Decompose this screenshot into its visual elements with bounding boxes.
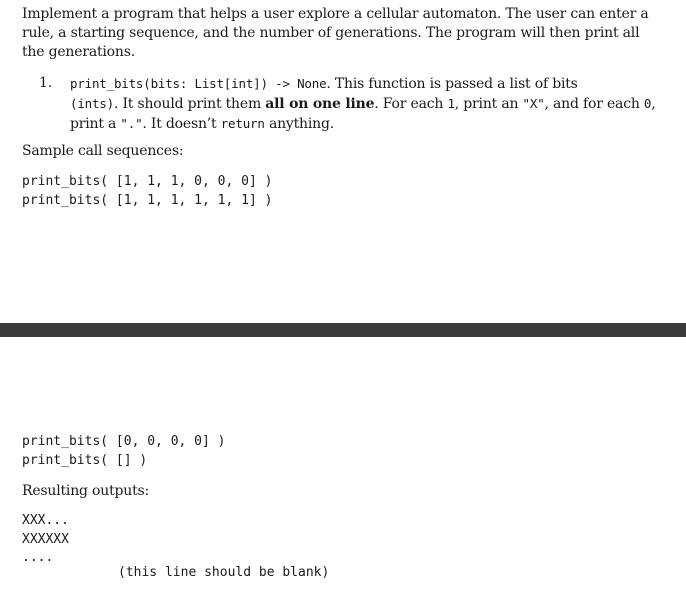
list-line <box>70 74 660 94</box>
output-block <box>22 512 69 568</box>
code-line: print_bits( [] ) <box>22 452 148 468</box>
output-line: XXX... <box>22 513 69 528</box>
list-text: . This function is passed a list of bits <box>326 76 578 92</box>
function-signature: print_bits(bits: List[int]) -> None <box>70 76 327 91</box>
inline-code: (ints) <box>70 96 114 111</box>
inline-code: "X" <box>522 96 545 111</box>
emphasis-text: all on one line <box>265 96 375 112</box>
list-text: . It doesn’t <box>142 116 221 132</box>
results-heading: Resulting outputs: <box>22 483 150 499</box>
list-number: 1. <box>39 75 52 91</box>
intro-line: the generations. <box>22 44 135 60</box>
intro-paragraph <box>22 5 662 62</box>
code-block <box>22 173 272 210</box>
code-line: print_bits( [1, 1, 1, 0, 0, 0] ) <box>22 174 273 189</box>
code-line: print_bits( [1, 1, 1, 1, 1, 1] ) <box>22 192 273 208</box>
inline-code: "." <box>120 116 143 131</box>
list-text: . It should print them <box>113 96 266 112</box>
inline-code: return <box>220 116 265 131</box>
output-line: XXXXXX <box>22 531 69 547</box>
list-line <box>70 114 660 134</box>
inline-code: 1 <box>447 96 455 111</box>
list-text: . For each <box>374 96 448 112</box>
list-line <box>70 94 660 114</box>
list-text: , print an <box>454 96 523 112</box>
sample-heading: Sample call sequences: <box>22 143 184 159</box>
code-block <box>22 433 226 470</box>
intro-line: rule, a starting sequence, and the number of generations. The program will then print all <box>22 25 640 41</box>
intro-line: Implement a program that helps a user explore a cellular automaton. The user can enter a <box>22 6 649 22</box>
code-line: print_bits( [0, 0, 0, 0] ) <box>22 434 226 449</box>
list-item-body <box>70 74 660 134</box>
list-text: , <box>651 96 656 112</box>
list-text: anything. <box>264 116 334 132</box>
list-text: print a <box>70 116 121 132</box>
page-divider <box>0 323 686 337</box>
output-line: .... <box>22 550 54 565</box>
list-text: , and for each <box>544 96 644 112</box>
blank-line-note: (this line should be blank) <box>118 565 330 580</box>
inline-code: 0 <box>643 96 652 111</box>
